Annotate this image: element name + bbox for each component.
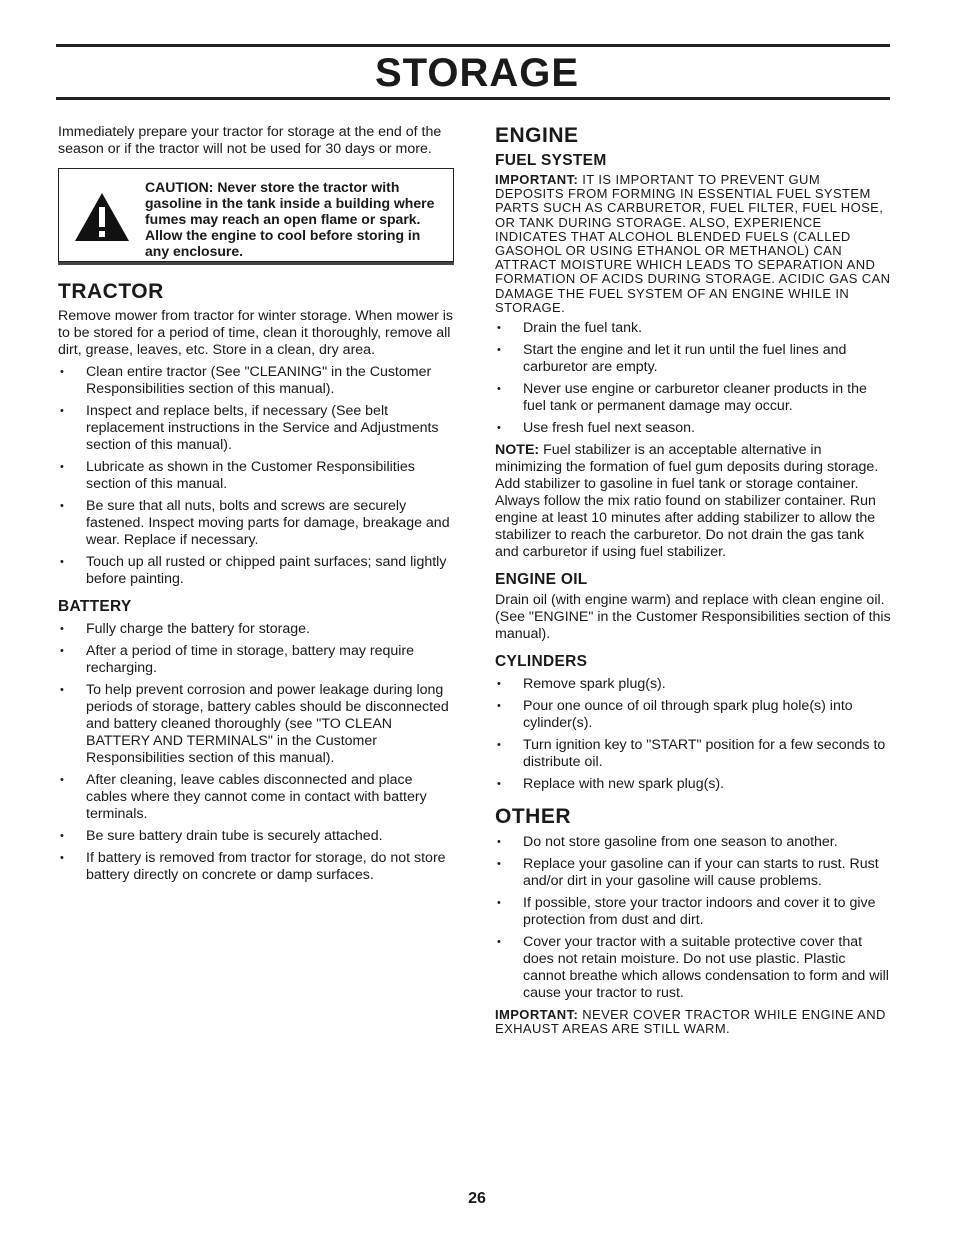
list-item: • Touch up all rusted or chipped paint surfaces; sand lightly before painting.: [58, 554, 454, 588]
list-item: • Replace with new spark plug(s).: [495, 776, 891, 793]
other-important-paragraph: [495, 1008, 891, 1036]
list-item: • Inspect and replace belts, if necessary (See belt replacement instructions in the Service and Adjustments section of this manual).: [58, 403, 454, 454]
fuel-important-paragraph: [495, 173, 891, 315]
fuel-system-list: [495, 320, 891, 437]
caution-text: CAUTION: Never store the tractor with gasoline in the tank inside a building where fumes may reach an open flame or spark. Allow the engine to cool before storing in any enclosure.: [145, 179, 435, 259]
engine-oil-heading: ENGINE OIL: [495, 571, 588, 589]
list-item: • Replace your gasoline can if your can starts to rust. Rust and/or dirt in your gasoline will cause problems.: [495, 856, 891, 890]
caution-box: [58, 168, 454, 262]
battery-list: [58, 621, 454, 884]
right-column: [495, 124, 891, 1036]
engine-oil-text: Drain oil (with engine warm) and replace with clean engine oil. (See "ENGINE" in the Customer Responsibilities section of this manual).: [495, 592, 891, 643]
list-item: • Fully charge the battery for storage.: [58, 621, 454, 638]
list-item: • If possible, store your tractor indoors and cover it to give protection from dust and dirt.: [495, 895, 891, 929]
important-label: IMPORTANT:: [495, 1007, 579, 1023]
list-item: • Clean entire tractor (See "CLEANING" in the Customer Responsibilities section of this manual).: [58, 364, 454, 398]
title-rule-bottom: [56, 97, 890, 100]
fuel-note-paragraph: [495, 442, 891, 561]
list-item: • Be sure that all nuts, bolts and screws are securely fastened. Inspect moving parts for damage, breakage and wear. Replace if necessary.: [58, 498, 454, 549]
tractor-list: [58, 364, 454, 588]
tractor-intro: Remove mower from tractor for winter storage. When mower is to be stored for a period of time, clean it thoroughly, remove all dirt, grease, leaves, etc. Store in a clean, dry area.: [58, 308, 453, 358]
list-item: • Lubricate as shown in the Customer Responsibilities section of this manual.: [58, 459, 454, 493]
list-item: • After a period of time in storage, battery may require recharging.: [58, 643, 454, 677]
list-item: • Drain the fuel tank.: [495, 320, 891, 337]
list-item: • If battery is removed from tractor for storage, do not store battery directly on concrete or damp surfaces.: [58, 850, 454, 884]
cylinders-heading: CYLINDERS: [495, 653, 588, 671]
note-label: NOTE:: [495, 442, 540, 459]
important-text: IT IS IMPORTANT TO PREVENT GUM DEPOSITS FROM FORMING IN ESSENTIAL FUEL SYSTEM PARTS SUCH AS CARBURETOR, FUEL FILTER, FUEL HOSE, OR TANK DURING STORAGE. ALSO, EXPERIENCE INDICATES THAT ALCOHOL BLENDED FUELS (CALLED GASOHOL OR USING ETHANOL OR METHANOL) CAN ATTRACT MOISTURE WHICH LEADS TO SEPARATION AND FORMATION OF ACIDS DURING STORAGE. ACIDIC GAS CAN DAMAGE THE FUEL SYSTEM OF AN ENGINE WHILE IN STORAGE.: [495, 172, 891, 315]
fuel-system-heading: FUEL SYSTEM: [495, 152, 607, 169]
other-heading: OTHER: [495, 805, 571, 829]
list-item: • After cleaning, leave cables disconnected and place cables where they cannot come in contact with battery terminals.: [58, 772, 454, 823]
list-item: • Pour one ounce of oil through spark plug hole(s) into cylinder(s).: [495, 698, 891, 732]
title-rule-top: [56, 44, 890, 47]
list-item: • Turn ignition key to "START" position for a few seconds to distribute oil.: [495, 737, 891, 771]
page-title: STORAGE: [374, 51, 580, 95]
list-item: • Do not store gasoline from one season to another.: [495, 834, 891, 851]
engine-heading: ENGINE: [495, 124, 579, 147]
list-item: • Cover your tractor with a suitable protective cover that does not retain moisture. Do not use plastic. Plastic cannot breathe which allows condensation to form and will cause your tractor to rust.: [495, 934, 891, 1002]
list-item: • To help prevent corrosion and power leakage during long periods of storage, battery cables should be disconnected and battery cleaned thoroughly (see "TO CLEAN BATTERY AND TERMINALS" in the Customer Responsibilities section of this manual).: [58, 682, 454, 767]
left-column: [58, 124, 454, 889]
page-number: 26: [468, 1190, 486, 1207]
list-item: • Use fresh fuel next season.: [495, 420, 891, 437]
list-item: • Never use engine or carburetor cleaner products in the fuel tank or permanent damage may occur.: [495, 381, 891, 415]
important-text: NEVER COVER TRACTOR WHILE ENGINE AND EXHAUST AREAS ARE STILL WARM.: [495, 1007, 886, 1037]
list-item: • Start the engine and let it run until the fuel lines and carburetor are empty.: [495, 342, 891, 376]
intro-paragraph: Immediately prepare your tractor for storage at the end of the season or if the tractor will not be used for 30 days or more.: [58, 124, 442, 157]
list-item: • Remove spark plug(s).: [495, 676, 891, 693]
important-label: IMPORTANT:: [495, 172, 579, 187]
warning-triangle-icon: [73, 191, 131, 243]
other-list: [495, 834, 891, 1002]
list-item: • Be sure battery drain tube is securely attached.: [58, 828, 454, 845]
tractor-heading: TRACTOR: [58, 280, 164, 303]
battery-heading: BATTERY: [58, 598, 132, 615]
cylinders-list: [495, 676, 891, 793]
note-text: Fuel stabilizer is an acceptable alternative in minimizing the formation of fuel gum deposits during storage. Add stabilizer to gasoline in fuel tank or storage container. Always follow the mix ratio found on stabilizer container. Run engine at least 10 minutes after adding stabilizer to allow the stabilizer to reach the carburetor. Do not drain the gas tank and carburetor if using fuel stabilizer.: [495, 442, 879, 561]
